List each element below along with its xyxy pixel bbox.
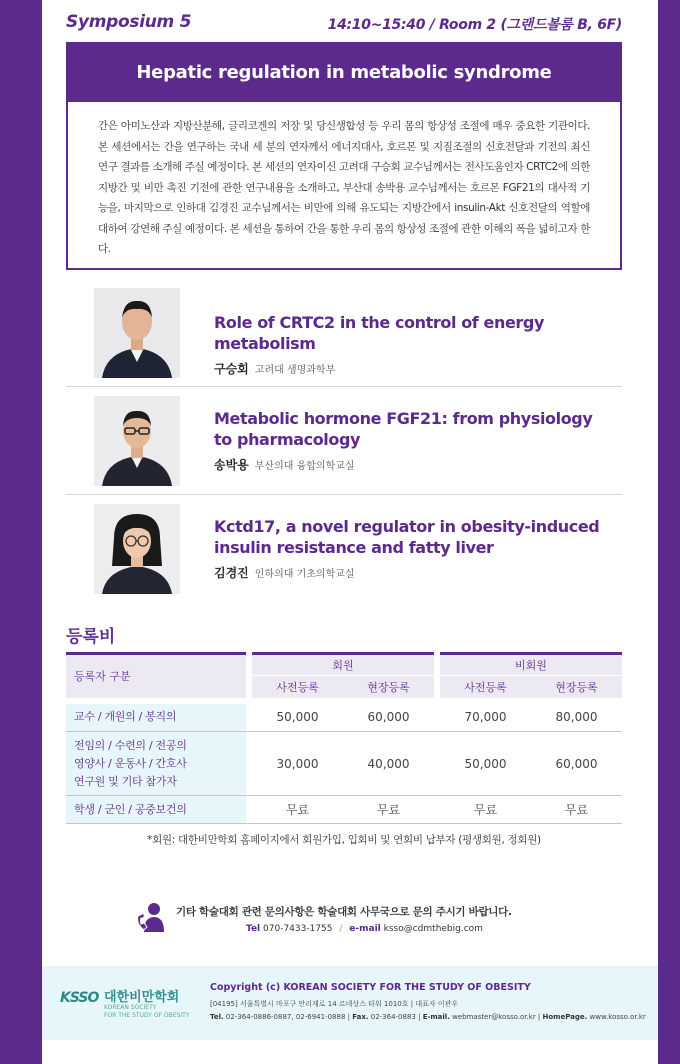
session-title: Hepatic regulation in metabolic syndrome <box>66 42 622 102</box>
tel-label: Tel <box>246 924 261 934</box>
ksso-logo <box>60 984 200 1024</box>
footer-copyright: Copyright (c) KOREAN SOCIETY FOR THE STUDY OF OBESITY <box>210 982 531 993</box>
speaker-info <box>214 408 614 473</box>
fee-cell: 40,000 <box>343 732 434 796</box>
category-line: 영양사 / 운동사 / 간호사 <box>74 756 187 770</box>
session-time-room: 14:10~15:40 / Room 2 (그랜드볼룸 B, 6F) <box>327 17 622 33</box>
footer-fax-label: Fax. <box>352 1013 369 1021</box>
speaker-portrait-icon <box>94 504 180 594</box>
speaker-photo <box>94 396 180 486</box>
table-row <box>66 732 622 796</box>
fee-cell: 무료 <box>252 796 343 824</box>
category-header: 등록자 구분 <box>66 654 246 698</box>
fee-cell: 무료 <box>440 796 531 824</box>
non-member-header: 비회원 <box>440 654 622 676</box>
footer-info <box>210 982 650 1021</box>
category-cell: 학생 / 군인 / 공중보건의 <box>66 796 246 824</box>
footer <box>42 966 658 1040</box>
divider <box>66 494 622 495</box>
category-line: 연구원 및 기타 참가자 <box>74 774 177 788</box>
speaker-name: 송박용 <box>214 458 249 472</box>
logo-mark: KSSO <box>60 990 99 1006</box>
session-intro-box <box>66 102 622 270</box>
member-header: 회원 <box>252 654 434 676</box>
speaker-name: 구승회 <box>214 362 249 376</box>
speaker-line <box>214 564 614 581</box>
footer-email[interactable]: webmaster@kosso.or.kr <box>452 1013 536 1021</box>
registration-table <box>66 652 622 824</box>
non-member-pre-header: 사전등록 <box>440 676 531 698</box>
contact-separator: / <box>339 924 343 934</box>
speaker-line <box>214 456 614 473</box>
speaker-affiliation: 인하의대 기초의학교실 <box>254 569 355 580</box>
footer-homepage-label: HomePage. <box>542 1013 588 1021</box>
speaker-affiliation: 부산의대 융합의학교실 <box>254 461 355 472</box>
logo-english-line2: FOR THE STUDY OF OBESITY <box>104 1012 190 1019</box>
fee-cell: 80,000 <box>531 704 622 732</box>
registration-title: 등록비 <box>66 627 116 647</box>
logo-english-line1: KOREAN SOCIETY <box>104 1004 157 1011</box>
member-onsite-header: 현장등록 <box>343 676 434 698</box>
footer-fax: 02-364-0883 <box>370 1013 416 1021</box>
talk-title: Role of CRTC2 in the control of energy metabolism <box>214 313 544 353</box>
contact-message: 기타 학술대회 관련 문의사항은 학술대회 사무국으로 문의 주시기 바랍니다. <box>176 906 512 918</box>
program-page <box>42 0 658 1064</box>
contact-tel: 070-7433-1755 <box>263 924 333 934</box>
divider <box>66 386 622 387</box>
footer-homepage[interactable]: www.kosso.or.kr <box>589 1013 646 1021</box>
footer-address: [04195] 서울특별시 마포구 만리재로 14 르네상스 타워 1010호 | 대표자 이관우 <box>210 1000 459 1008</box>
category-line: 전임의 / 수련의 / 전공의 <box>74 738 187 752</box>
speaker-name: 김경진 <box>214 566 249 580</box>
contact-details <box>246 924 483 934</box>
contact-section <box>136 902 596 942</box>
speaker-item <box>66 396 622 504</box>
symposium-label: Symposium 5 <box>66 12 192 32</box>
talk-title: Metabolic hormone FGF21: from physiology to pharmacology <box>214 409 593 449</box>
speaker-portrait-icon <box>94 396 180 486</box>
session-header <box>66 12 622 36</box>
fee-cell: 50,000 <box>252 704 343 732</box>
fee-cell: 30,000 <box>252 732 343 796</box>
footer-email-label: E-mail. <box>422 1013 450 1021</box>
speaker-line <box>214 360 614 377</box>
session-intro-text: 간은 아미노산과 지방산분해, 글리코겐의 저장 및 당신생합성 등 우리 몸의 항상성 조절에 매우 중요한 기관이다. 본 세션에서는 간을 연구하는 국내 세 분의 연자께서 에너지대사, 호르몬 및 지질조절의 신호전달과 기전의 최신 연구 결과를 소개해 주실 예정이다. 본 세션의 연자이신 고려대 구승회 교수님께서는 전사도움인자 CRTC2에 의한 지방간 및 비만 촉진 기전에 관한 연구내용을 소개하고, 부산대 송박용 교수님께서는 호르몬 FGF21의 대사적 기능을, 마지막으로 인하대 김경진 교수님께서는 비만에 의해 유도되는 지방간에서 insulin-Akt 신호전달의 역할에 대하여 강연해 주실 예정이다. 본 세션을 통하여 간을 통한 우리 몸의 항상성 조절에 관한 이해의 폭을 넓히고자 한다. <box>98 120 590 255</box>
fee-cell: 70,000 <box>440 704 531 732</box>
phone-person-icon <box>136 902 166 934</box>
fee-cell: 60,000 <box>531 732 622 796</box>
speaker-photo <box>94 504 180 594</box>
fee-cell: 60,000 <box>343 704 434 732</box>
table-row <box>66 796 622 824</box>
fee-cell: 무료 <box>531 796 622 824</box>
speaker-item <box>66 504 622 612</box>
footer-contacts: Tel. 02-364-0886-0887, 02-6941-0888 | Fax. 02-364-0883 | E-mail. webmaster@kosso.or.kr | HomePage. www.kosso.or.kr <box>210 1013 646 1021</box>
category-cell <box>66 732 246 796</box>
speaker-portrait-icon <box>94 288 180 378</box>
fee-cell: 무료 <box>343 796 434 824</box>
member-pre-header: 사전등록 <box>252 676 343 698</box>
contact-email[interactable]: ksso@cdmthebig.com <box>383 924 483 934</box>
speaker-affiliation: 고려대 생명과학부 <box>254 365 336 376</box>
talk-title: Kctd17, a novel regulator in obesity-induced insulin resistance and fatty liver <box>214 517 600 557</box>
table-row <box>66 704 622 732</box>
speaker-item <box>66 288 622 396</box>
fee-cell: 50,000 <box>440 732 531 796</box>
speaker-photo <box>94 288 180 378</box>
category-cell: 교수 / 개원의 / 봉직의 <box>66 704 246 732</box>
speaker-info <box>214 516 614 581</box>
registration-note: *회원: 대한비만학회 홈페이지에서 회원가입, 입회비 및 연회비 납부자 (평생회원, 정회원) <box>147 834 541 846</box>
email-label: e-mail <box>349 924 381 934</box>
speaker-info <box>214 312 614 377</box>
footer-tel-label: Tel. <box>210 1013 224 1021</box>
non-member-onsite-header: 현장등록 <box>531 676 622 698</box>
logo-korean-name: 대한비만학회 <box>104 990 180 1005</box>
footer-tel: 02-364-0886-0887, 02-6941-0888 <box>225 1013 346 1021</box>
